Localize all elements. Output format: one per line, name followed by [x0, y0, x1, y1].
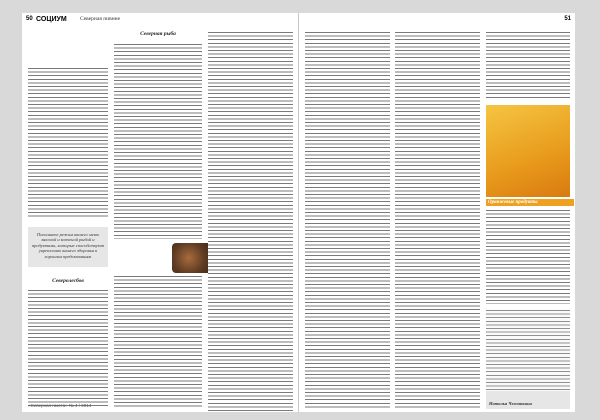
quote-box: [486, 309, 570, 409]
page-number: 50: [26, 16, 33, 22]
text-column: [28, 67, 108, 217]
text-column: [208, 31, 293, 411]
sidebar-heading: Оранжевые продукты: [486, 199, 574, 206]
page-header: [22, 13, 298, 26]
text-column: [28, 289, 108, 409]
section-heading: Северная рыба: [140, 31, 176, 37]
text-column: [305, 31, 390, 409]
quote-author: Наталья Чемоткина: [489, 401, 532, 406]
orange-photo: [486, 105, 570, 197]
text-column: [395, 31, 480, 409]
sidebar-text: [486, 209, 570, 304]
left-page: [22, 13, 298, 412]
caption-text: Пополните режим вашего меню вяленой и копченой рыбой и продуктами, которые способствуют укреплению вашего здоровья и хорошим предсказаниям: [31, 232, 105, 259]
sidebar-text: [486, 31, 570, 99]
section-heading: Северолесбов: [52, 278, 84, 284]
text-column: [114, 43, 202, 239]
page-header: [299, 13, 575, 26]
right-page: [298, 13, 575, 412]
footer-text: «Северная газета» № 4 / 2014: [28, 403, 92, 408]
page-number: 51: [564, 16, 571, 22]
text-column: [114, 275, 202, 409]
magazine-brand: СОЦИУМ: [36, 16, 67, 23]
section-label: Северная пивнне: [80, 16, 121, 22]
